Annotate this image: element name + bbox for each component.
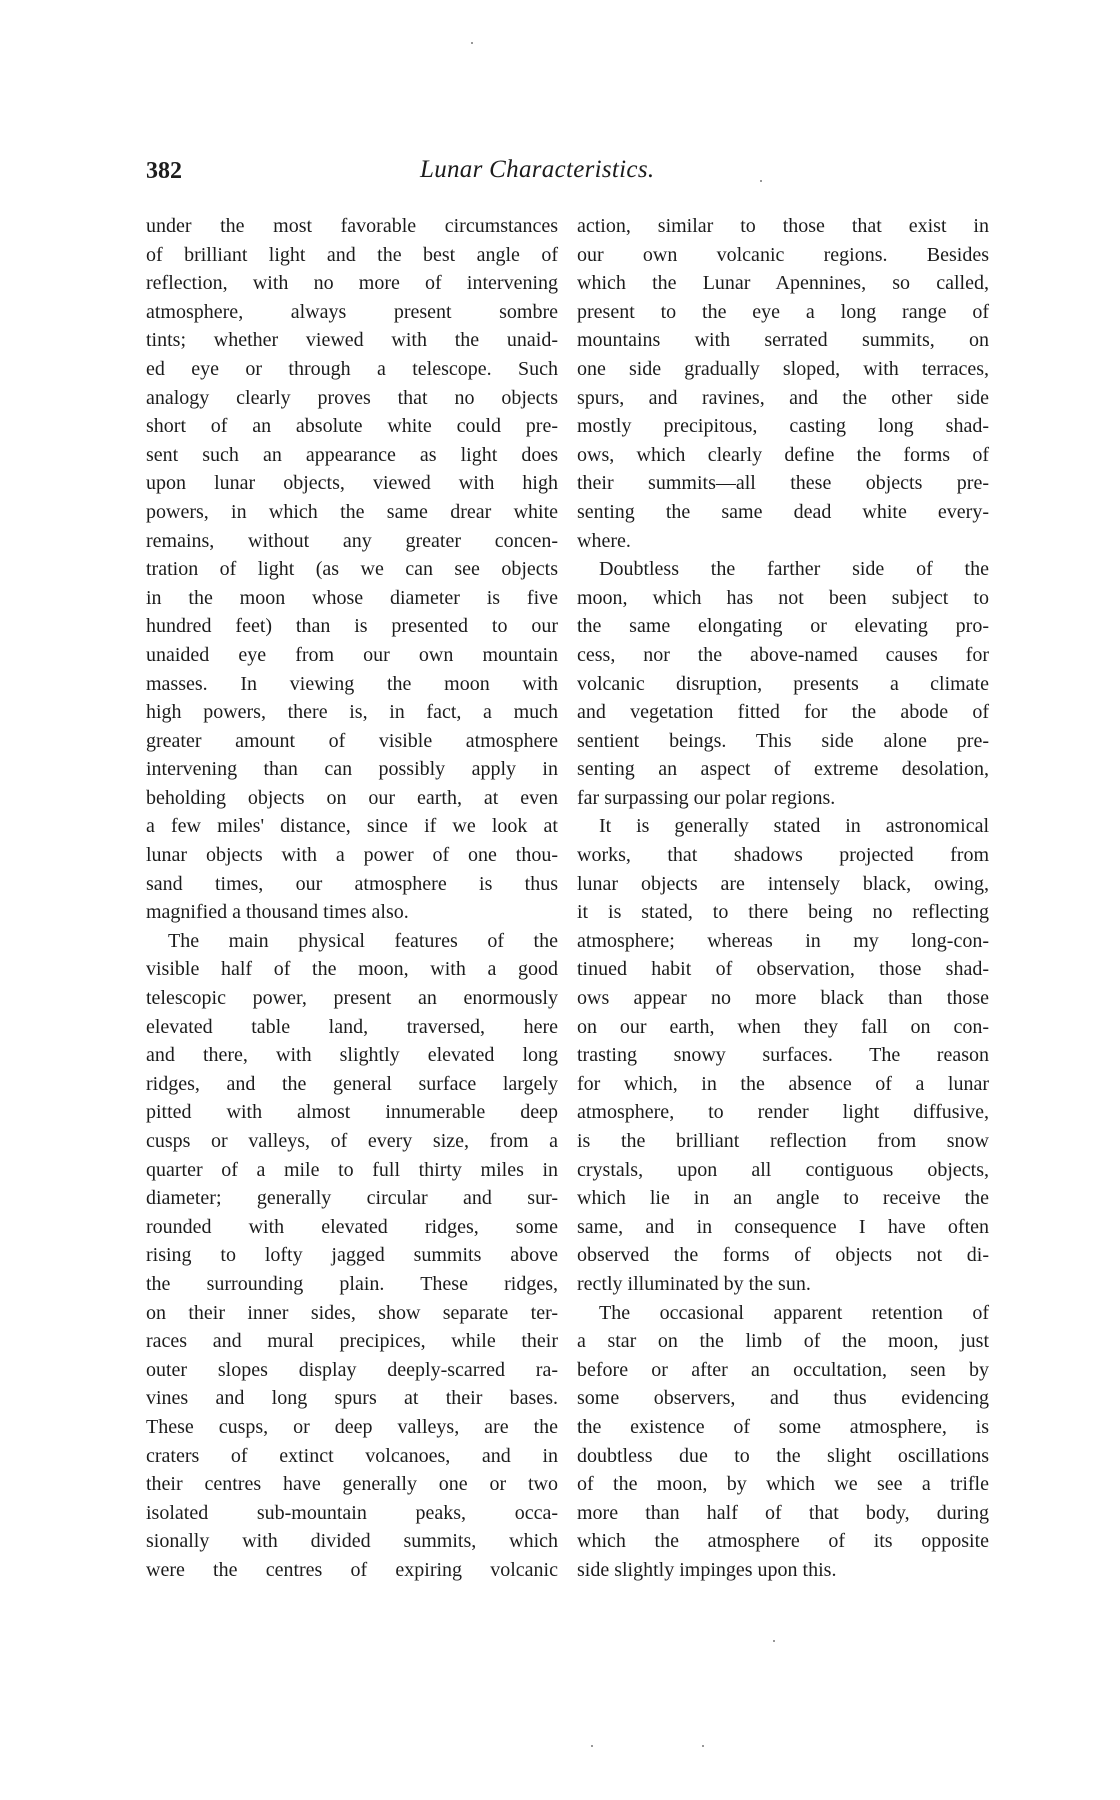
- text-line: vines and long spurs at their bases.: [146, 1387, 558, 1410]
- text-line: rising to lofty jagged summits above: [146, 1244, 558, 1267]
- text-line: isolated sub-mountain peaks, occa-: [146, 1501, 558, 1524]
- text-line: analogy clearly proves that no objects: [146, 386, 558, 409]
- scan-speck: [773, 1640, 775, 1642]
- text-line: remains, without any greater concen-: [146, 529, 558, 552]
- text-line: sand times, our atmosphere is thus: [146, 872, 558, 895]
- text-line: more than half of that body, during: [577, 1501, 989, 1524]
- text-line: quarter of a mile to full thirty miles in: [146, 1158, 558, 1181]
- text-line: under the most favorable circumstances: [146, 215, 558, 237]
- text-line: It is generally stated in astronomical: [599, 815, 989, 838]
- text-line: in the moon whose diameter is five: [146, 586, 558, 609]
- text-line: reflection, with no more of intervening: [146, 272, 558, 295]
- text-line: and vegetation fitted for the abode of: [577, 701, 989, 724]
- text-line: ridges, and the general surface largely: [146, 1072, 558, 1095]
- text-line: outer slopes display deeply-scarred ra-: [146, 1358, 558, 1381]
- text-line: their summits—all these objects pre-: [577, 472, 989, 495]
- text-line: the same elongating or elevating pro-: [577, 615, 989, 638]
- text-line: on their inner sides, show separate ter-: [146, 1301, 558, 1324]
- text-line: and there, with slightly elevated long: [146, 1044, 558, 1067]
- text-line: atmosphere, always present sombre: [146, 300, 558, 323]
- paragraph: [577, 555, 989, 812]
- text-line: which lie in an angle to receive the: [577, 1187, 989, 1210]
- text-line: doubtless due to the slight oscillations: [577, 1444, 989, 1467]
- text-line: far surpassing our polar regions.: [577, 786, 836, 809]
- text-line: rounded with elevated ridges, some: [146, 1215, 558, 1238]
- text-line: a few miles' distance, since if we look at: [146, 815, 558, 838]
- text-line: cusps or valleys, of every size, from a: [146, 1130, 558, 1152]
- text-line: same, and in consequence I have often: [577, 1215, 989, 1238]
- text-line: elevated table land, traversed, here: [146, 1015, 558, 1038]
- text-line: moon, which has not been subject to: [577, 586, 989, 609]
- paragraph: [577, 1299, 989, 1585]
- text-line: before or after an occultation, seen by: [577, 1358, 989, 1381]
- text-line: ows, which clearly define the forms of: [577, 443, 989, 466]
- text-line: upon lunar objects, viewed with high: [146, 472, 558, 495]
- text-line: works, that shadows projected from: [577, 844, 989, 867]
- paragraph: [577, 812, 989, 1298]
- text-line: spurs, and ravines, and the other side: [577, 386, 989, 409]
- text-line: sionally with divided summits, which: [146, 1530, 558, 1553]
- text-line: which the Lunar Apennines, so called,: [577, 272, 989, 295]
- text-line: tinued habit of observation, those shad-: [577, 958, 989, 981]
- text-line: where.: [577, 529, 631, 552]
- text-line: pitted with almost innumerable deep: [146, 1101, 558, 1124]
- text-line: mountains with serrated summits, on: [577, 329, 989, 352]
- text-line: races and mural precipices, while their: [146, 1330, 558, 1353]
- running-title: Lunar Characteristics.: [420, 156, 655, 183]
- text-line: Doubtless the farther side of the: [599, 558, 989, 581]
- text-line: high powers, there is, in fact, a much: [146, 701, 558, 724]
- text-line: of brilliant light and the best angle of: [146, 243, 558, 266]
- text-line: greater amount of visible atmosphere: [146, 729, 558, 752]
- text-line: ed eye or through a telescope. Such: [146, 357, 558, 380]
- text-line: The main physical features of the: [168, 929, 558, 952]
- text-line: mostly precipitous, casting long shad-: [577, 415, 989, 438]
- text-line: were the centres of expiring volcanic: [146, 1558, 558, 1581]
- text-line: cess, nor the above-named causes for: [577, 643, 989, 666]
- text-column-left: [146, 212, 558, 1585]
- text-line: volcanic disruption, presents a climate: [577, 672, 989, 695]
- text-line: lunar objects are intensely black, owing,: [577, 872, 989, 895]
- text-line: ows appear no more black than those: [577, 987, 989, 1010]
- page-number: 382: [146, 158, 182, 184]
- text-line: sentient beings. This side alone pre-: [577, 729, 989, 752]
- text-line: some observers, and thus evidencing: [577, 1387, 989, 1410]
- text-line: the surrounding plain. These ridges,: [146, 1272, 558, 1295]
- text-line: diameter; generally circular and sur-: [146, 1187, 558, 1210]
- paragraph: [577, 212, 989, 555]
- paragraph: [146, 927, 558, 1585]
- text-line: masses. In viewing the moon with: [146, 672, 558, 695]
- text-line: observed the forms of objects not di-: [577, 1244, 989, 1267]
- text-line: the existence of some atmosphere, is: [577, 1415, 989, 1438]
- text-line: intervening than can possibly apply in: [146, 758, 558, 781]
- text-line: hundred feet) than is presented to our: [146, 615, 558, 638]
- text-line: senting an aspect of extreme desolation,: [577, 758, 989, 781]
- text-line: craters of extinct volcanoes, and in: [146, 1444, 558, 1467]
- text-line: our own volcanic regions. Besides: [577, 243, 989, 266]
- text-line: rectly illuminated by the sun.: [577, 1272, 811, 1295]
- text-line: The occasional apparent retention of: [599, 1301, 989, 1324]
- text-line: powers, in which the same drear white: [146, 500, 558, 523]
- text-line: crystals, upon all contiguous objects,: [577, 1158, 989, 1181]
- text-line: a star on the limb of the moon, just: [577, 1330, 989, 1353]
- text-line: present to the eye a long range of: [577, 300, 989, 323]
- scan-speck: [591, 1745, 593, 1747]
- text-line: tints; whether viewed with the unaid-: [146, 329, 558, 352]
- scan-speck: [702, 1745, 704, 1747]
- text-line: of the moon, by which we see a trifle: [577, 1473, 989, 1496]
- text-line: lunar objects with a power of one thou-: [146, 844, 558, 867]
- text-line: trasting snowy surfaces. The reason: [577, 1044, 989, 1067]
- text-line: which the atmosphere of its opposite: [577, 1530, 989, 1553]
- text-line: atmosphere, to render light diffusive,: [577, 1101, 989, 1124]
- text-line: visible half of the moon, with a good: [146, 958, 558, 981]
- text-column-right: [577, 212, 989, 1585]
- text-line: senting the same dead white every-: [577, 500, 989, 523]
- text-line: their centres have generally one or two: [146, 1473, 558, 1496]
- text-line: on our earth, when they fall on con-: [577, 1015, 989, 1038]
- text-line: side slightly impinges upon this.: [577, 1558, 837, 1581]
- paragraph: [146, 212, 558, 927]
- text-line: unaided eye from our own mountain: [146, 643, 558, 666]
- text-line: These cusps, or deep valleys, are the: [146, 1415, 558, 1438]
- text-line: for which, in the absence of a lunar: [577, 1072, 989, 1095]
- text-line: one side gradually sloped, with terraces,: [577, 357, 989, 380]
- text-line: it is stated, to there being no reflecting: [577, 901, 989, 924]
- text-line: tration of light (as we can see objects: [146, 558, 558, 581]
- scan-speck: [471, 42, 473, 44]
- text-line: short of an absolute white could pre-: [146, 415, 558, 438]
- text-line: sent such an appearance as light does: [146, 443, 558, 466]
- text-line: is the brilliant reflection from snow: [577, 1130, 989, 1152]
- text-line: beholding objects on our earth, at even: [146, 786, 558, 809]
- scan-speck: [760, 180, 762, 182]
- text-line: magnified a thousand times also.: [146, 901, 409, 924]
- text-line: action, similar to those that exist in: [577, 215, 989, 237]
- text-line: atmosphere; whereas in my long-con-: [577, 929, 989, 952]
- text-line: telescopic power, present an enormously: [146, 987, 558, 1010]
